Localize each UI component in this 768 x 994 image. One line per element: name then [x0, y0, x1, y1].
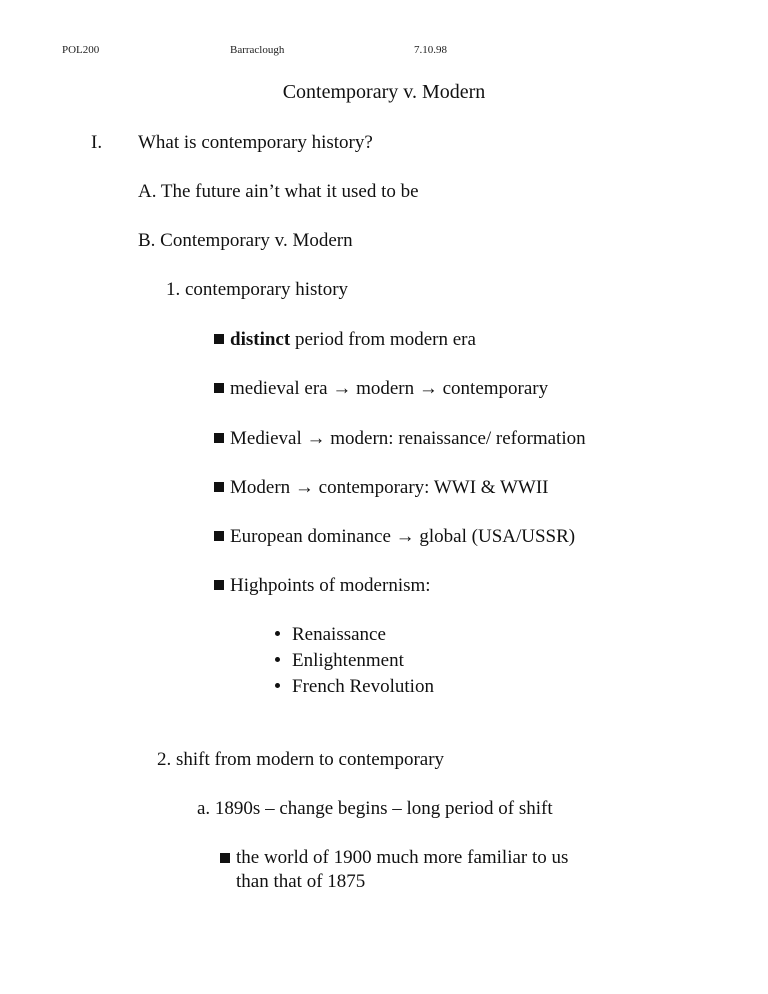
round-bullet-icon: [275, 683, 280, 688]
list-item: [214, 428, 586, 450]
sub-list-item-text: Enlightenment: [292, 650, 404, 671]
item-2a: a. 1890s – change begins – long period of shift: [197, 798, 553, 819]
round-bullet-icon: [275, 657, 280, 662]
square-bullet-icon: [214, 383, 224, 393]
header-course: POL200: [62, 44, 100, 56]
list-item: [214, 575, 431, 597]
square-bullet-icon: [214, 482, 224, 492]
page-title: Contemporary v. Modern: [282, 81, 486, 103]
square-bullet-icon: [214, 580, 224, 590]
sub-list-item-text: Renaissance: [292, 624, 386, 645]
list-item-text: the world of 1900 much more familiar to us than that of 1875: [236, 847, 569, 892]
list-item-text: Medieval → modern: renaissance/ reformation: [230, 428, 586, 449]
square-bullet-icon: [214, 531, 224, 541]
round-bullet-icon: [275, 631, 280, 636]
square-bullet-icon: [220, 853, 230, 863]
subsection-a: A. The future ain’t what it used to be: [138, 181, 419, 202]
header-author: Barraclough: [230, 44, 285, 56]
list-item-text: Modern → contemporary: WWI & WWII: [230, 477, 549, 498]
list-item: [214, 329, 476, 351]
list-item-text: Highpoints of modernism:: [230, 575, 431, 596]
list-item: [214, 378, 548, 400]
list-item: [214, 526, 575, 548]
section-heading: What is contemporary history?: [138, 132, 373, 153]
square-bullet-icon: [214, 433, 224, 443]
list-item-text: period from modern era: [290, 329, 476, 350]
subsection-b: B. Contemporary v. Modern: [138, 230, 353, 251]
sub-list-item-text: French Revolution: [292, 676, 434, 697]
list-item: [214, 477, 549, 499]
sub-list-item: [275, 624, 386, 646]
bold-term: distinct: [230, 329, 291, 350]
list-item-text: medieval era → modern → contemporary: [230, 378, 549, 399]
list-item-text: European dominance → global (USA/USSR): [230, 526, 576, 547]
list-item: [220, 846, 600, 894]
item-2-label: 2. shift from modern to contemporary: [157, 749, 445, 770]
square-bullet-icon: [214, 334, 224, 344]
sub-list-item: [275, 676, 434, 698]
item-1-label: 1. contemporary history: [166, 279, 349, 300]
sub-list-item: [275, 650, 404, 672]
header-date: 7.10.98: [414, 44, 447, 56]
section-numeral: I.: [91, 132, 103, 153]
